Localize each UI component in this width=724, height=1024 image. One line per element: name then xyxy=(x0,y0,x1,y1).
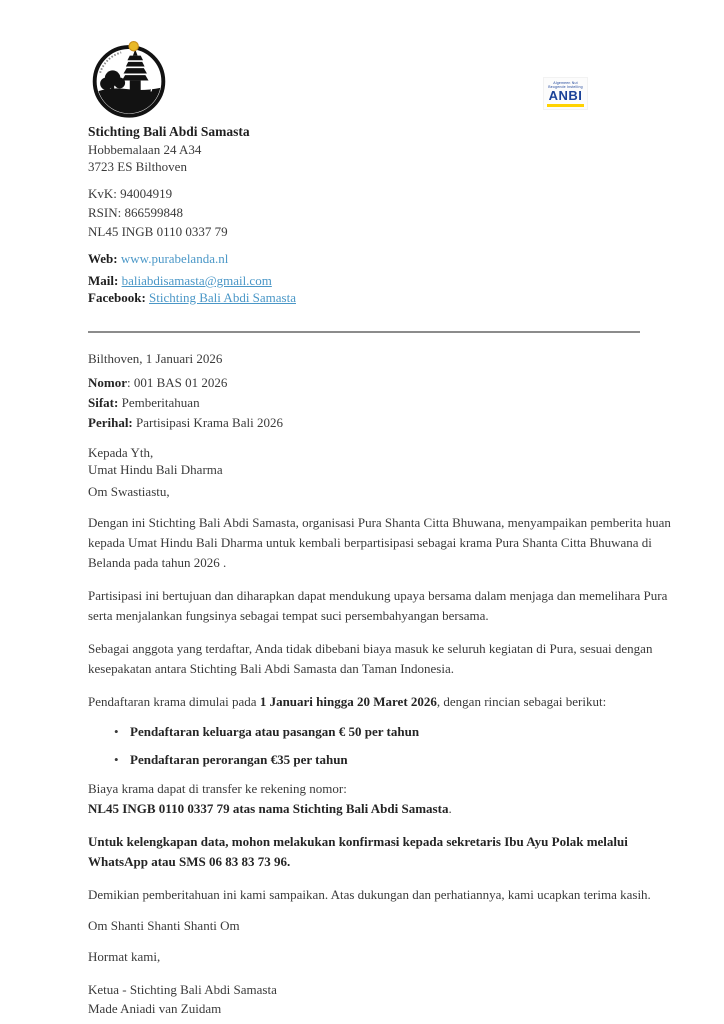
email-link[interactable]: baliabdisamasta@gmail.com xyxy=(121,273,272,288)
web-label: Web: xyxy=(88,251,118,266)
nomor-value: : 001 BAS 01 2026 xyxy=(127,375,228,390)
facebook-line xyxy=(88,289,673,306)
letter-meta xyxy=(88,349,673,433)
anbi-badge xyxy=(544,78,587,109)
iban-number: NL45 INGB 0110 0337 79 xyxy=(88,224,228,239)
website-link[interactable]: www.purabelanda.nl xyxy=(120,251,229,266)
list-item-family-fee: • Pendaftaran keluarga atau pasangan € 50 per tahun xyxy=(88,723,673,740)
mail-line xyxy=(88,272,673,289)
city-date: Bilthoven, 1 Januari 2026 xyxy=(88,351,223,366)
registration-prefix: Pendaftaran krama dimulai pada xyxy=(88,694,260,709)
nomor-label: Nomor xyxy=(88,375,127,390)
web-line xyxy=(88,250,673,267)
letter-content xyxy=(88,122,673,1018)
paragraph-intro: Dengan ini Stichting Bali Abdi Samasta, organisasi Pura Shanta Citta Bhuwana, menyampaikan pemberita huan kepada Umat Hindu Bali Dharma untuk kembali berpartisipasi sebagai krama Pura Shanta Citta Bhuwana di Belanda pada tahun 2026 . xyxy=(88,515,671,570)
sifat-line xyxy=(88,393,673,413)
closing-regards: Hormat kami, xyxy=(88,949,161,964)
payment-account: NL45 INGB 0110 0337 79 atas nama Stichting Bali Abdi Samasta xyxy=(88,801,449,816)
anbi-label: ANBI xyxy=(548,88,583,104)
perihal-value: Partisipasi Krama Bali 2026 xyxy=(132,415,283,430)
paragraph-purpose: Partisipasi ini bertujuan dan diharapkan dapat mendukung upaya bersama dalam menjaga dan memelihara Pura serta menjalankan fungsinya sebagai tempat suci persembahyangan bersama. xyxy=(88,588,668,623)
facebook-link[interactable]: Stichting Bali Abdi Samasta xyxy=(149,290,296,305)
salutation-line-3: Om Swastiastu, xyxy=(88,484,170,499)
payment-block xyxy=(88,779,673,819)
mail-label: Mail: xyxy=(88,273,119,288)
salutation-line-2: Umat Hindu Bali Dharma xyxy=(88,462,223,477)
registration-suffix: , dengan rincian sebagai berikut: xyxy=(436,694,607,709)
closing-thanks: Demikian pemberitahuan ini kami sampaikan. Atas dukungan dan perhatiannya, kami ucapkan terima kasih. xyxy=(88,887,651,902)
nomor-line xyxy=(88,373,673,393)
signature-role: Ketua - Stichting Bali Abdi Samasta xyxy=(88,982,277,997)
salutation-line-1: Kepada Yth, xyxy=(88,445,154,460)
paragraph-registration-period xyxy=(88,692,673,712)
contact-block xyxy=(88,250,673,306)
address-line-2: 3723 ES Bilthoven xyxy=(88,159,187,174)
salutation xyxy=(88,444,673,500)
confirmation-note: Untuk kelengkapan data, mohon melakukan konfirmasi kepada sekretaris Ibu Ayu Polak melalui WhatsApp atau SMS 06 83 83 73 96. xyxy=(88,834,628,869)
org-logo-icon xyxy=(90,40,168,118)
payment-account-suffix: . xyxy=(448,801,452,816)
anbi-tagline: Algemeen Nut Beogende Instelling xyxy=(548,81,583,90)
anbi-yellow-bar xyxy=(547,104,584,107)
address-line-1: Hobbemalaan 24 A34 xyxy=(88,142,202,157)
perihal-label: Perihal: xyxy=(88,415,133,430)
facebook-label: Facebook: xyxy=(88,290,146,305)
header-divider xyxy=(88,331,640,333)
signature-name: Made Aniadi van Zuidam xyxy=(88,1001,222,1016)
signature-block xyxy=(88,980,673,1018)
registration-block xyxy=(88,184,673,241)
list-item-individual-fee: • Pendaftaran perorangan €35 per tahun xyxy=(88,751,673,768)
perihal-line xyxy=(88,413,673,433)
closing-mantra: Om Shanti Shanti Shanti Om xyxy=(88,918,240,933)
sifat-value: Pemberitahuan xyxy=(118,395,200,410)
org-name: Stichting Bali Abdi Samasta xyxy=(88,124,250,139)
rsin-number: RSIN: 866599848 xyxy=(88,205,183,220)
sifat-label: Sifat: xyxy=(88,395,119,410)
paragraph-membership: Sebagai anggota yang terdaftar, Anda tidak dibebani biaya masuk ke seluruh kegiatan di Pura, sesuai dengan kesepakatan antara Stichting Bali Abdi Samasta dan Taman Indonesia. xyxy=(88,641,653,676)
payment-intro: Biaya krama dapat di transfer ke rekening nomor: xyxy=(88,781,347,796)
fee-list xyxy=(88,723,673,768)
kvk-number: KvK: 94004919 xyxy=(88,186,173,201)
registration-dates: 1 Januari hingga 20 Maret 2026 xyxy=(259,694,437,709)
